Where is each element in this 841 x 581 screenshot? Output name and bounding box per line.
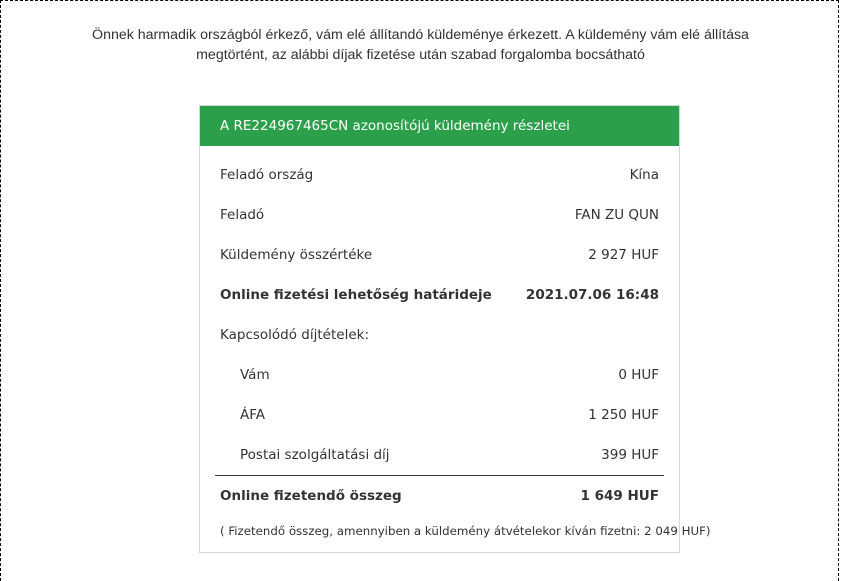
shipment-details-card (199, 105, 711, 553)
row-value: 2 927 HUF (588, 247, 659, 263)
row-label: Feladó ország (220, 167, 314, 183)
row-label: Online fizetési lehetőség határideje (220, 287, 492, 303)
row-sender (220, 205, 659, 225)
row-postal-fee (220, 445, 659, 465)
total-label: Online fizetendő összeg (220, 488, 402, 504)
intro-line-1: Önnek harmadik országból érkező, vám elé állítandó küldeménye érkezett. A küldemény vám elé állítása (92, 27, 749, 43)
row-label: Kapcsolódó díjtételek: (220, 327, 369, 343)
row-value: Kína (629, 167, 659, 183)
card-header: A RE224967465CN azonosítójú küldemény részletei (200, 106, 679, 146)
intro-line-2: megtörtént, az alábbi díjak fizetése után szabad forgalomba bocsátható (196, 47, 645, 63)
row-value: 2021.07.06 16:48 (525, 287, 659, 303)
total-divider (215, 475, 664, 476)
footnote: ( Fizetendő összeg, amennyiben a küldemény átvételekor kíván fizetni: 2 049 HUF) (220, 524, 711, 538)
intro-text (60, 25, 781, 65)
row-label: Feladó (220, 207, 265, 223)
row-value: FAN ZU QUN (574, 207, 659, 223)
row-value: 399 HUF (601, 447, 659, 463)
row-label: ÁFA (240, 407, 265, 423)
row-payment-deadline (220, 285, 659, 305)
row-label: Vám (240, 367, 270, 383)
row-fee-items-heading (220, 325, 659, 345)
row-total-value (220, 245, 659, 265)
total-value: 1 649 HUF (580, 488, 659, 504)
row-value: 1 250 HUF (588, 407, 659, 423)
row-label: Postai szolgáltatási díj (240, 447, 390, 463)
row-vat (220, 405, 659, 425)
row-customs-duty (220, 365, 659, 385)
row-value: 0 HUF (618, 367, 659, 383)
row-sender-country (220, 165, 659, 185)
row-online-total (220, 486, 659, 506)
row-label: Küldemény összértéke (220, 247, 373, 263)
